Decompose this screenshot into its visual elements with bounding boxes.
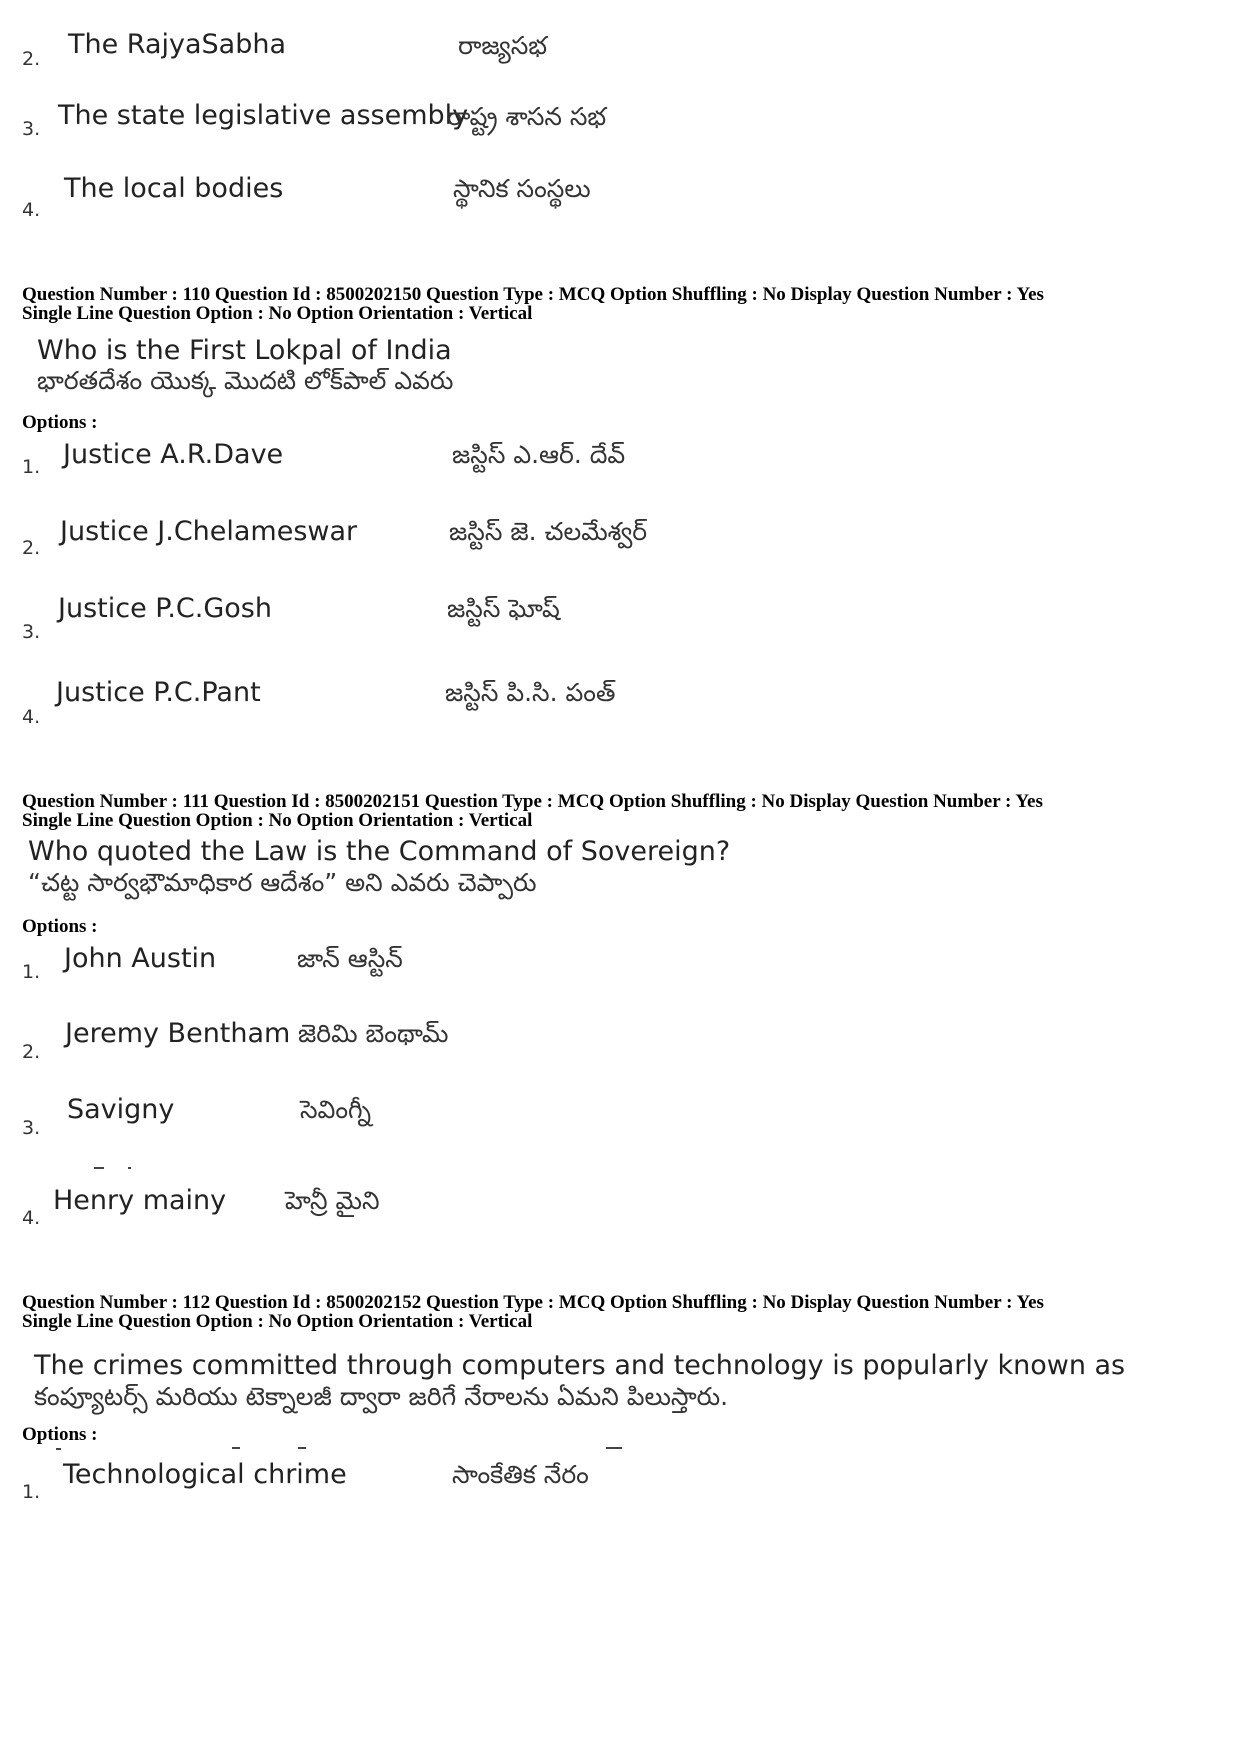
option-text-te: సాంకేతిక నేరం	[452, 1460, 589, 1489]
option-text-te: జాన్ ఆస్టిన్	[297, 944, 403, 973]
option-text-en: The state legislative assembly	[58, 100, 469, 131]
option-text-te: జస్టిస్ పి.సి. పంత్	[445, 678, 616, 707]
question-meta-line1: Question Number : 110 Question Id : 8500202150 Question Type : MCQ Option Shuffling : No Display Question Number : Yes	[22, 284, 1044, 305]
question-text-en: The crimes committed through computers and technology is popularly known as	[34, 1350, 1126, 1381]
question-meta-line1: Question Number : 111 Question Id : 8500202151 Question Type : MCQ Option Shuffling : No Display Question Number : Yes	[22, 791, 1043, 812]
question-meta-line2: Single Line Question Option : No Option Orientation : Vertical	[22, 303, 533, 324]
option-text-te: జస్టిస్ ఎ.ఆర్. దేవ్	[452, 440, 626, 469]
option-number: 4.	[22, 1207, 41, 1229]
option-text-en: Justice J.Chelameswar	[60, 516, 358, 547]
question-text-te: కంప్యూటర్స్ మరియు టెక్నాలజీ ద్వారా జరిగే నేరాలను ఏమని పిలుస్తారు.	[34, 1382, 729, 1411]
question-text-en: Who quoted the Law is the Command of Sovereign?	[28, 836, 731, 867]
scan-artifact	[606, 1447, 622, 1449]
option-number: 2.	[22, 48, 41, 70]
scan-artifact	[128, 1167, 131, 1169]
scan-artifact	[232, 1447, 240, 1449]
option-text-te: జస్టిస్ ఘోష్	[447, 594, 560, 623]
option-text-en: Justice A.R.Dave	[63, 439, 284, 470]
option-number: 1.	[22, 1481, 41, 1503]
option-text-en: John Austin	[64, 943, 217, 974]
question-text-te: భారతదేశం యొక్క మొదటి లోక్‌పాల్ ఎవరు	[37, 366, 454, 395]
scan-artifact	[56, 1448, 61, 1450]
option-text-te: స్థానిక సంస్థలు	[453, 174, 591, 203]
option-text-en: The RajyaSabha	[68, 29, 287, 60]
options-label: Options :	[22, 916, 98, 937]
scan-artifact	[298, 1447, 306, 1449]
question-meta-line2: Single Line Question Option : No Option Orientation : Vertical	[22, 810, 533, 831]
option-number: 1.	[22, 456, 41, 478]
option-text-te: రాష్ట్ర శాసన సభ	[447, 102, 607, 131]
option-text-te: జస్టిస్ జె. చలమేశ్వర్	[449, 517, 648, 546]
option-number: 4.	[22, 199, 41, 221]
question-text-te: “చట్ట సార్వభౌమాధికార ఆదేశం” అని ఎవరు చెప్పారు	[28, 868, 537, 897]
option-number: 3.	[22, 621, 41, 643]
question-meta-line2: Single Line Question Option : No Option Orientation : Vertical	[22, 1311, 533, 1332]
question-meta-line1: Question Number : 112 Question Id : 8500202152 Question Type : MCQ Option Shuffling : No Display Question Number : Yes	[22, 1292, 1044, 1313]
option-text-en: Savigny	[67, 1094, 175, 1125]
option-number: 2.	[22, 537, 41, 559]
question-text-en: Who is the First Lokpal of India	[37, 335, 452, 366]
option-number: 4.	[22, 706, 41, 728]
option-text-en: Henry mainy	[53, 1185, 227, 1216]
options-label: Options :	[22, 412, 98, 433]
option-text-te: జెరిమి బెంథామ్	[298, 1019, 449, 1048]
options-label: Options :	[22, 1424, 98, 1445]
option-text-te: రాజ్యసభ	[458, 31, 548, 60]
option-number: 3.	[22, 1117, 41, 1139]
option-text-en: Justice P.C.Pant	[56, 677, 261, 708]
option-number: 2.	[22, 1041, 41, 1063]
option-number: 3.	[22, 118, 41, 140]
option-text-en: Technological chrime	[63, 1459, 347, 1490]
scan-artifact	[94, 1167, 104, 1169]
option-text-en: The local bodies	[64, 173, 284, 204]
option-text-te: హెన్రీ మైని	[285, 1186, 380, 1215]
option-text-en: Justice P.C.Gosh	[58, 593, 272, 624]
option-text-en: Jeremy Bentham	[65, 1018, 291, 1049]
option-number: 1.	[22, 961, 41, 983]
option-text-te: సెవింగ్నీ	[300, 1095, 371, 1124]
